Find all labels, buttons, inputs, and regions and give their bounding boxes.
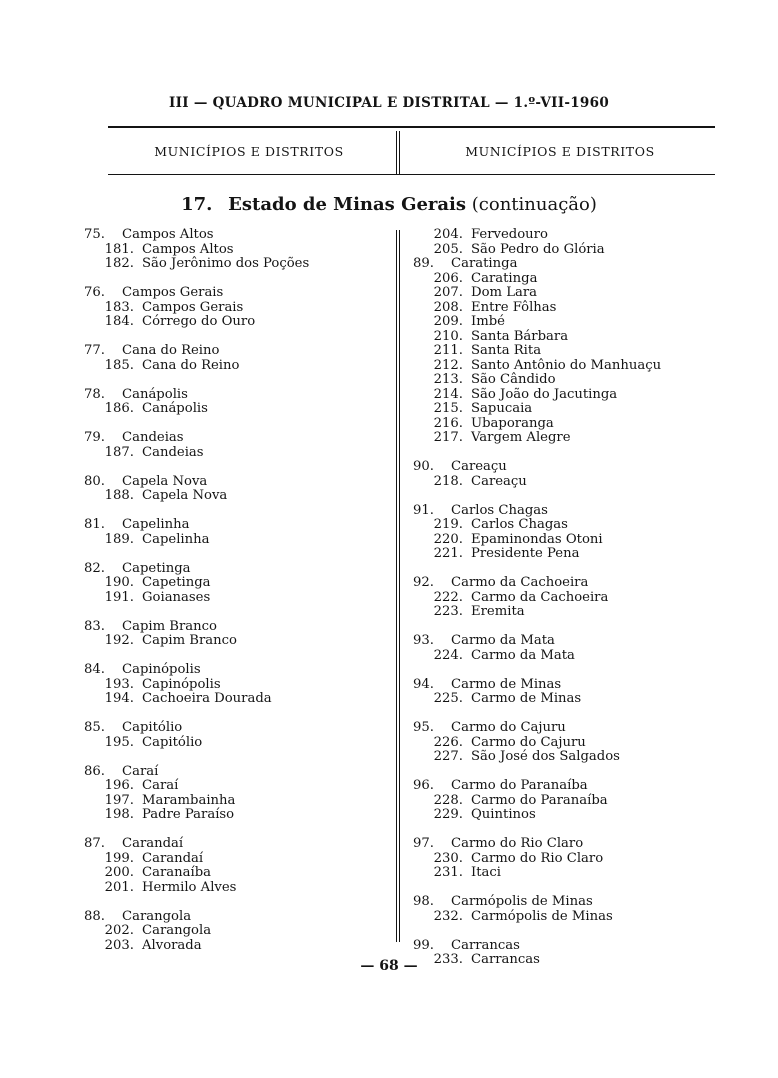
left-column	[84, 228, 389, 953]
distrito-name: Campos Gerais	[142, 299, 244, 315]
distrito-name: Campos Altos	[142, 241, 234, 257]
column-divider	[399, 131, 400, 175]
distrito-number: 195.	[104, 734, 134, 750]
distrito-entry	[413, 910, 733, 925]
municipio-entry	[413, 895, 733, 910]
distrito-number: 207.	[433, 285, 463, 300]
municipio-name: Campos Altos	[122, 227, 214, 242]
municipio-entry	[84, 286, 389, 301]
municipio-entry	[413, 678, 733, 693]
municipio-name: Caraí	[122, 763, 159, 779]
distrito-entry	[413, 315, 733, 330]
municipio-number: 85.	[84, 720, 105, 735]
municipio-number: 76.	[84, 285, 105, 300]
municipio-name: Carangola	[122, 908, 192, 924]
distrito-number: 192.	[104, 633, 134, 648]
distrito-name: Santo Antônio do Manhuaçu	[471, 357, 662, 373]
distrito-name: Carrancas	[471, 952, 540, 967]
distrito-number: 184.	[104, 314, 134, 329]
municipio-name: Capetinga	[122, 560, 191, 576]
municipio-entry	[413, 939, 733, 954]
distrito-number: 198.	[104, 807, 134, 822]
distrito-entry	[413, 866, 733, 881]
section-suffix: (continuação)	[471, 194, 597, 215]
distrito-number: 227.	[433, 749, 463, 764]
distrito-entry	[413, 605, 733, 620]
distrito-number: 233.	[433, 952, 463, 967]
distrito-entry	[84, 257, 389, 272]
distrito-name: São Jerônimo dos Poções	[142, 256, 310, 271]
distrito-entry	[84, 634, 389, 649]
distrito-number: 211.	[433, 343, 463, 358]
distrito-number: 210.	[433, 328, 463, 344]
distrito-name: Carmo do Cajuru	[471, 734, 586, 750]
distrito-number: 187.	[104, 444, 134, 460]
municipio-number: 90.	[413, 459, 434, 474]
distrito-number: 204.	[433, 227, 463, 242]
municipio-name: Capitólio	[122, 720, 183, 735]
municipio-number: 91.	[413, 502, 434, 518]
distrito-name: Itaci	[471, 865, 501, 880]
municipio-name: Careaçu	[451, 459, 507, 474]
distrito-number: 191.	[104, 589, 134, 605]
distrito-name: Carmo do Paranaíba	[471, 792, 608, 808]
header-bottom-rule	[108, 174, 715, 175]
distrito-entry	[413, 649, 733, 664]
distrito-entry	[84, 924, 389, 939]
distrito-entry	[413, 431, 733, 446]
distrito-entry	[84, 489, 389, 504]
municipio-entry	[84, 837, 389, 852]
distrito-number: 190.	[104, 575, 134, 590]
spacer	[84, 750, 389, 765]
distrito-entry	[84, 794, 389, 809]
distrito-entry	[413, 591, 733, 606]
municipio-entry	[84, 765, 389, 780]
distrito-entry	[413, 344, 733, 359]
distrito-name: Marambainha	[142, 792, 236, 808]
distrito-name: Carandaí	[142, 850, 204, 866]
distrito-name: Alvorada	[142, 937, 202, 953]
municipio-number: 98.	[413, 894, 434, 909]
distrito-number: 181.	[104, 241, 134, 257]
spacer	[413, 489, 733, 504]
distrito-number: 188.	[104, 488, 134, 503]
distrito-name: São Pedro do Glória	[471, 241, 605, 257]
section-state: Estado de Minas Gerais	[228, 194, 467, 215]
spacer	[84, 823, 389, 838]
municipio-name: Carrancas	[451, 937, 520, 953]
distrito-name: Capim Branco	[142, 633, 237, 648]
distrito-entry	[413, 808, 733, 823]
municipio-number: 97.	[413, 836, 434, 851]
distrito-number: 182.	[104, 256, 134, 271]
distrito-entry	[84, 736, 389, 751]
distrito-entry	[84, 866, 389, 881]
distrito-number: 222.	[433, 589, 463, 605]
distrito-name: Careaçu	[471, 473, 527, 489]
distrito-name: Carmo da Cachoeira	[471, 589, 609, 605]
spacer	[84, 504, 389, 519]
municipio-name: Cana do Reino	[122, 343, 220, 358]
distrito-number: 196.	[104, 778, 134, 793]
distrito-number: 226.	[433, 734, 463, 750]
spacer	[413, 924, 733, 939]
municipio-name: Capinópolis	[122, 662, 201, 677]
distrito-number: 231.	[433, 865, 463, 880]
distrito-name: Vargem Alegre	[471, 430, 571, 445]
municipio-number: 94.	[413, 676, 434, 692]
distrito-number: 232.	[433, 908, 463, 924]
distrito-number: 213.	[433, 372, 463, 387]
distrito-name: Carmo da Mata	[471, 647, 575, 663]
municipio-name: Caratinga	[451, 256, 518, 271]
municipio-name: Carandaí	[122, 836, 184, 851]
distrito-number: 206.	[433, 270, 463, 286]
distrito-entry	[84, 678, 389, 693]
distrito-entry	[413, 373, 733, 388]
column-divider	[396, 131, 397, 175]
distrito-name: Goianases	[142, 589, 211, 605]
distrito-name: Epaminondas Otoni	[471, 531, 603, 547]
distrito-entry	[84, 808, 389, 823]
distrito-name: Carangola	[142, 923, 212, 938]
distrito-number: 225.	[433, 691, 463, 706]
distrito-number: 218.	[433, 473, 463, 489]
distrito-name: Sapucaia	[471, 401, 533, 416]
distrito-number: 215.	[433, 401, 463, 416]
municipio-name: Canápolis	[122, 386, 188, 402]
distrito-name: Ubaporanga	[471, 415, 554, 431]
municipio-number: 86.	[84, 763, 105, 779]
distrito-entry	[413, 272, 733, 287]
distrito-number: 202.	[104, 923, 134, 938]
spacer	[84, 373, 389, 388]
distrito-number: 194.	[104, 691, 134, 706]
distrito-number: 217.	[433, 430, 463, 445]
distrito-entry	[84, 881, 389, 896]
spacer	[413, 663, 733, 678]
distrito-number: 219.	[433, 517, 463, 532]
spacer	[84, 605, 389, 620]
distrito-entry	[84, 692, 389, 707]
spacer	[84, 460, 389, 475]
distrito-name: Cana do Reino	[142, 357, 240, 373]
municipio-entry	[413, 460, 733, 475]
municipio-number: 77.	[84, 343, 105, 358]
distrito-entry	[84, 446, 389, 461]
page-header: III — QUADRO MUNICIPAL E DISTRITAL — 1.º-VII-1960	[168, 95, 610, 111]
municipio-number: 78.	[84, 386, 105, 402]
distrito-entry	[84, 591, 389, 606]
distrito-name: São João do Jacutinga	[471, 386, 618, 402]
distrito-entry	[84, 359, 389, 374]
municipio-name: Capela Nova	[122, 473, 208, 489]
municipio-name: Capim Branco	[122, 618, 217, 634]
municipio-entry	[84, 721, 389, 736]
municipio-name: Carmo da Mata	[451, 633, 555, 648]
municipio-number: 95.	[413, 720, 434, 735]
distrito-entry	[413, 243, 733, 258]
municipio-number: 75.	[84, 227, 105, 242]
distrito-name: Entre Fôlhas	[471, 299, 557, 315]
municipio-entry	[413, 257, 733, 272]
distrito-number: 209.	[433, 314, 463, 329]
distrito-name: Santa Rita	[471, 343, 542, 358]
municipio-name: Carmo do Rio Claro	[451, 836, 584, 851]
right-column	[413, 228, 733, 968]
distrito-name: Carmo do Rio Claro	[471, 850, 604, 866]
municipio-name: Carmo do Paranaíba	[451, 778, 588, 793]
distrito-name: Hermilo Alves	[142, 879, 237, 895]
distrito-entry	[413, 518, 733, 533]
distrito-name: São Cândido	[471, 372, 556, 387]
municipio-name: Carmo da Cachoeira	[451, 575, 589, 590]
municipio-number: 89.	[413, 256, 434, 271]
distrito-entry	[413, 692, 733, 707]
distrito-number: 189.	[104, 531, 134, 547]
column-divider	[396, 230, 397, 942]
distrito-entry	[413, 388, 733, 403]
distrito-name: Canápolis	[142, 401, 208, 416]
municipio-name: Candeias	[122, 430, 184, 445]
distrito-name: Carmo de Minas	[471, 691, 582, 706]
municipio-name: Carmópolis de Minas	[451, 894, 593, 909]
distrito-name: Santa Bárbara	[471, 328, 569, 344]
distrito-name: Candeias	[142, 444, 204, 460]
distrito-number: 214.	[433, 386, 463, 402]
distrito-number: 205.	[433, 241, 463, 257]
distrito-name: Fervedouro	[471, 227, 548, 242]
distrito-entry	[84, 779, 389, 794]
spacer	[413, 446, 733, 461]
distrito-name: Caraí	[142, 778, 179, 793]
municipio-number: 96.	[413, 778, 434, 793]
spacer	[84, 417, 389, 432]
distrito-name: Córrego do Ouro	[142, 314, 256, 329]
distrito-name: Eremita	[471, 604, 525, 619]
distrito-name: Quintinos	[471, 807, 536, 822]
municipio-number: 93.	[413, 633, 434, 648]
distrito-number: 228.	[433, 792, 463, 808]
municipio-entry	[84, 475, 389, 490]
municipio-number: 87.	[84, 836, 105, 851]
spacer	[84, 895, 389, 910]
municipio-number: 83.	[84, 618, 105, 634]
municipio-entry	[413, 779, 733, 794]
spacer	[84, 707, 389, 722]
distrito-name: Capetinga	[142, 575, 211, 590]
municipio-entry	[413, 576, 733, 591]
column-divider	[399, 230, 400, 942]
distrito-number: 197.	[104, 792, 134, 808]
distrito-number: 203.	[104, 937, 134, 953]
distrito-entry	[84, 402, 389, 417]
municipio-name: Carmo de Minas	[451, 676, 562, 692]
column-header-left: MUNICÍPIOS E DISTRITOS	[154, 144, 344, 159]
distrito-entry	[413, 750, 733, 765]
distrito-entry	[413, 301, 733, 316]
municipio-number: 80.	[84, 473, 105, 489]
distrito-entry	[413, 402, 733, 417]
distrito-number: 220.	[433, 531, 463, 547]
spacer	[413, 881, 733, 896]
municipio-entry	[84, 562, 389, 577]
distrito-entry	[413, 547, 733, 562]
distrito-name: Cachoeira Dourada	[142, 691, 272, 706]
distrito-entry	[84, 852, 389, 867]
column-header-right: MUNICÍPIOS E DISTRITOS	[465, 144, 655, 159]
distrito-number: 216.	[433, 415, 463, 431]
distrito-name: Padre Paraíso	[142, 807, 235, 822]
spacer	[413, 562, 733, 577]
municipio-entry	[413, 504, 733, 519]
distrito-entry	[84, 939, 389, 954]
municipio-number: 88.	[84, 908, 105, 924]
municipio-name: Campos Gerais	[122, 285, 224, 300]
distrito-name: Caranaíba	[142, 865, 211, 880]
distrito-name: São José dos Salgados	[471, 749, 620, 764]
distrito-number: 185.	[104, 357, 134, 373]
distrito-entry	[84, 301, 389, 316]
distrito-entry	[413, 475, 733, 490]
distrito-number: 183.	[104, 299, 134, 315]
distrito-entry	[413, 330, 733, 345]
distrito-entry	[413, 533, 733, 548]
municipio-entry	[84, 910, 389, 925]
spacer	[413, 765, 733, 780]
municipio-number: 99.	[413, 937, 434, 953]
distrito-name: Capelinha	[142, 531, 210, 547]
spacer	[413, 823, 733, 838]
spacer	[84, 330, 389, 345]
municipio-name: Carmo do Cajuru	[451, 720, 566, 735]
section-number: 17.	[181, 194, 213, 215]
distrito-number: 224.	[433, 647, 463, 663]
distrito-number: 193.	[104, 676, 134, 692]
distrito-number: 200.	[104, 865, 134, 880]
spacer	[413, 707, 733, 722]
municipio-entry	[84, 431, 389, 446]
section-title	[0, 194, 778, 215]
distrito-entry	[413, 794, 733, 809]
municipio-number: 92.	[413, 575, 434, 590]
distrito-number: 201.	[104, 879, 134, 895]
spacer	[84, 649, 389, 664]
distrito-entry	[413, 228, 733, 243]
municipio-number: 79.	[84, 430, 105, 445]
municipio-entry	[413, 837, 733, 852]
distrito-entry	[84, 315, 389, 330]
distrito-number: 229.	[433, 807, 463, 822]
municipio-entry	[413, 634, 733, 649]
distrito-entry	[84, 243, 389, 258]
distrito-name: Capinópolis	[142, 676, 221, 692]
distrito-entry	[413, 359, 733, 374]
municipio-entry	[84, 663, 389, 678]
spacer	[84, 547, 389, 562]
municipio-name: Carlos Chagas	[451, 502, 548, 518]
distrito-name: Carmópolis de Minas	[471, 908, 613, 924]
distrito-name: Presidente Pena	[471, 546, 580, 561]
municipio-entry	[84, 388, 389, 403]
distrito-number: 221.	[433, 546, 463, 561]
distrito-name: Carlos Chagas	[471, 517, 568, 532]
spacer	[413, 620, 733, 635]
municipio-number: 84.	[84, 662, 105, 677]
municipio-number: 82.	[84, 560, 105, 576]
distrito-number: 208.	[433, 299, 463, 315]
distrito-name: Imbé	[471, 314, 505, 329]
distrito-entry	[413, 417, 733, 432]
municipio-number: 81.	[84, 517, 105, 532]
municipio-entry	[413, 721, 733, 736]
distrito-entry	[413, 286, 733, 301]
page-number: — 68 —	[360, 958, 418, 974]
distrito-entry	[84, 576, 389, 591]
distrito-number: 212.	[433, 357, 463, 373]
distrito-number: 199.	[104, 850, 134, 866]
distrito-entry	[413, 736, 733, 751]
header-rule	[108, 126, 715, 128]
distrito-name: Caratinga	[471, 270, 538, 286]
spacer	[84, 272, 389, 287]
distrito-number: 223.	[433, 604, 463, 619]
municipio-entry	[84, 228, 389, 243]
distrito-number: 186.	[104, 401, 134, 416]
distrito-name: Capela Nova	[142, 488, 228, 503]
distrito-entry	[413, 852, 733, 867]
distrito-name: Dom Lara	[471, 285, 537, 300]
municipio-entry	[84, 344, 389, 359]
municipio-name: Capelinha	[122, 517, 190, 532]
distrito-number: 230.	[433, 850, 463, 866]
municipio-entry	[84, 620, 389, 635]
distrito-entry	[84, 533, 389, 548]
distrito-name: Capitólio	[142, 734, 203, 750]
municipio-entry	[84, 518, 389, 533]
